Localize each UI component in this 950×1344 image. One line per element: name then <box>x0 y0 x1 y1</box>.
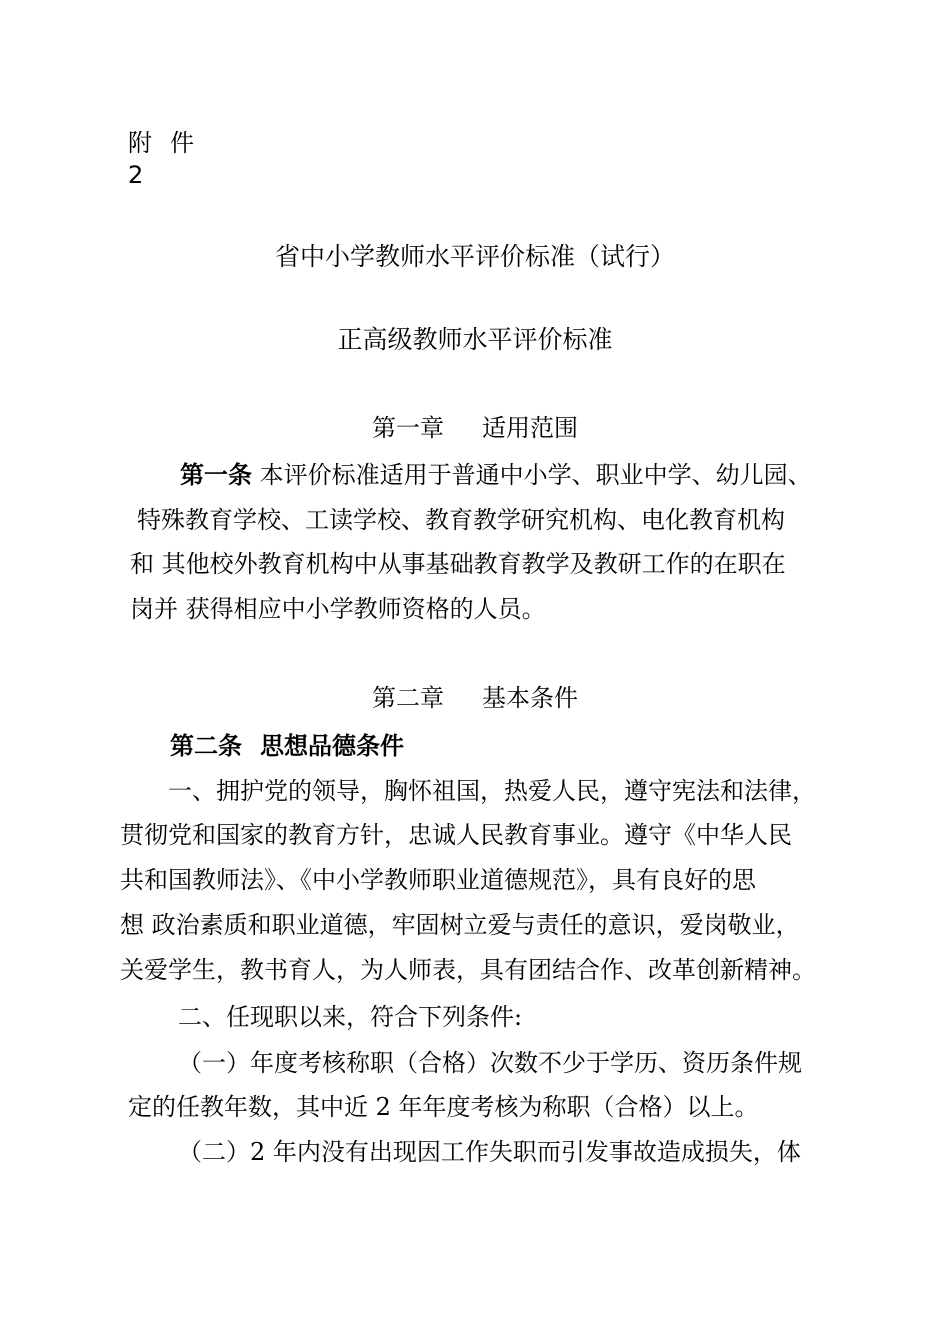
article-2-label: 第二条 <box>170 732 242 760</box>
article-1-line-2: 特殊教育学校、工读学校、教育教学研究机构、电化教育机构 <box>137 506 785 534</box>
para-1-line-1: 一、拥护党的领导，胸怀祖国，热爱人民，遵守宪法和法律， <box>168 777 816 805</box>
document-title: 省中小学教师水平评价标准（试行） <box>274 242 675 271</box>
para-1-line-4: 想 政治素质和职业道德，牢固树立爱与责任的意识，爱岗敬业， <box>120 911 800 939</box>
chapter-2-number: 第二章 <box>372 684 444 712</box>
item-1-line-1: （一）年度考核称职（合格）次数不少于学历、资历条件规 <box>178 1049 802 1077</box>
chapter-2-heading <box>0 683 950 713</box>
article-2-heading <box>170 731 404 761</box>
attachment-number: 2 <box>128 161 144 189</box>
article-1-label: 第一条 <box>180 461 252 489</box>
chapter-1-name: 适用范围 <box>482 414 578 442</box>
item-1-line-2: 定的任教年数，其中近 2 年年度考核为称职（合格）以上。 <box>128 1093 759 1121</box>
attachment-label-a: 附 <box>128 129 152 157</box>
article-1-line-1: 本评价标准适用于普通中小学、职业中学、幼儿园、 <box>259 461 812 489</box>
chapter-1-number: 第一章 <box>372 414 444 442</box>
attachment-label <box>128 128 194 158</box>
para-1-line-2: 贯彻党和国家的教育方针，忠诚人民教育事业。遵守《中华人民 <box>120 821 792 849</box>
item-2-line-1: （二）2 年内没有出现因工作失职而引发事故造成损失，体 <box>178 1138 801 1166</box>
chapter-1-heading <box>0 413 950 443</box>
document-subtitle: 正高级教师水平评价标准 <box>337 325 613 354</box>
article-1-line-4: 岗并 获得相应中小学教师资格的人员。 <box>130 595 546 623</box>
article-1-first-line <box>180 460 812 490</box>
para-1-line-3: 共和国教师法》、《中小学教师职业道德规范》，具有良好的思 <box>120 866 756 894</box>
chapter-2-name: 基本条件 <box>482 684 578 712</box>
article-1-line-3: 和 其他校外教育机构中从事基础教育教学及教研工作的在职在 <box>130 550 786 578</box>
article-2-name: 思想品德条件 <box>260 732 404 760</box>
para-1-line-5: 关爱学生，教书育人，为人师表，具有团结合作、改革创新精神。 <box>120 956 816 984</box>
para-2: 二、任现职以来，符合下列条件: <box>178 1003 523 1031</box>
attachment-label-b: 件 <box>170 129 194 157</box>
